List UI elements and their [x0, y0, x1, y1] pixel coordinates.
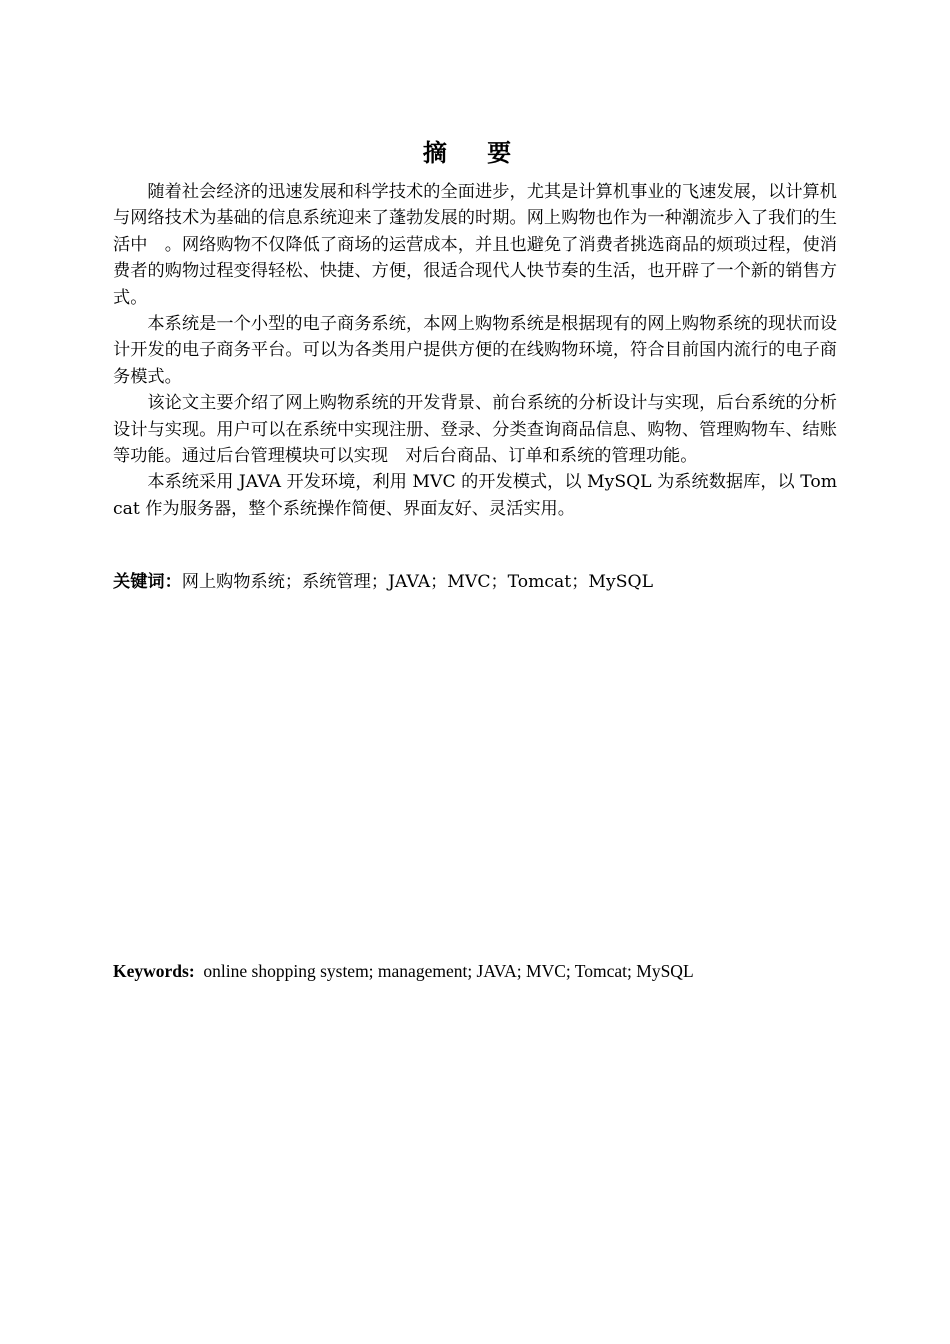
keywords-chinese — [113, 569, 837, 595]
abstract-paragraph-4: 本系统采用 JAVA 开发环境，利用 MVC 的开发模式，以 MySQL 为系统数据库，以 Tomcat 作为服务器，整个系统操作简便、界面友好、灵活实用。 — [113, 472, 837, 519]
keywords-english-label: Keywords: — [113, 961, 195, 981]
abstract-title: 摘 要 — [422, 139, 528, 167]
abstract-paragraph-3: 该论文主要介绍了网上购物系统的开发背景、前台系统的分析设计与实现，后台系统的分析设计与实现。用户可以在系统中实现注册、登录、分类查询商品信息、购物、管理购物车、结账等功能。通过后台管理模块可以实现 对后台商品、订单和系统的管理功能。 — [113, 393, 837, 467]
keywords-english — [113, 958, 837, 984]
keywords-english-text: online shopping system; management; JAVA; MVC; Tomcat; MySQL — [203, 961, 694, 981]
keywords-chinese-text: 网上购物系统；系统管理；JAVA；MVC；Tomcat；MySQL — [181, 572, 653, 592]
abstract-paragraph-2: 本系统是一个小型的电子商务系统，本网上购物系统是根据现有的网上购物系统的现状而设计开发的电子商务平台。可以为各类用户提供方便的在线购物环境，符合目前国内流行的电子商务模式。 — [113, 314, 837, 387]
keywords-chinese-label: 关键词： — [113, 572, 182, 592]
abstract-body — [113, 179, 837, 522]
abstract-paragraph-1: 随着社会经济的迅速发展和科学技术的全面进步，尤其是计算机事业的飞速发展，以计算机与网络技术为基础的信息系统迎来了蓬勃发展的时期。网上购物也作为一种潮流步入了我们的生活中 。网络购物不仅降低了商场的运营成本，并且也避免了消费者挑选商品的烦琐过程，使消费者的购物过程变得轻松、快捷、方便，很适合现代人快节奏的生活，也开辟了一个新的销售方式。 — [113, 182, 837, 308]
